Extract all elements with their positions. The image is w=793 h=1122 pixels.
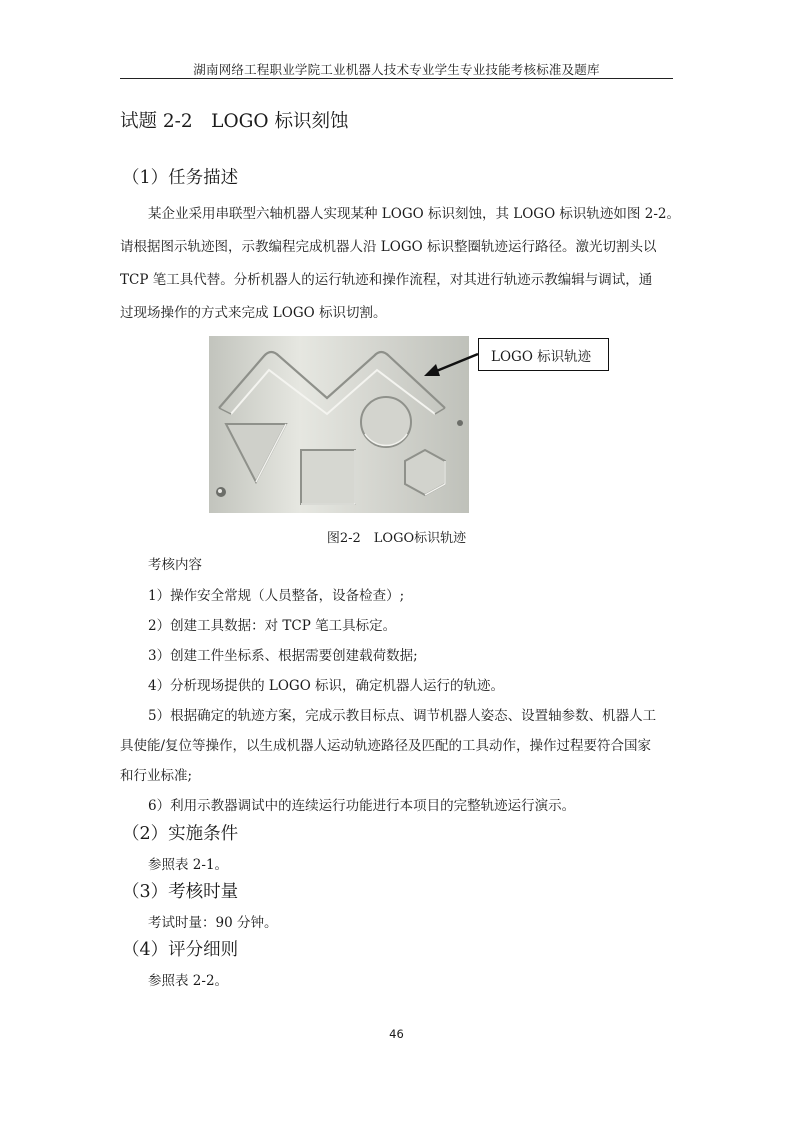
section-title: 试题 2-2 LOGO 标识刻蚀 [120,111,349,132]
task-line-1: 某企业采用串联型六轴机器人实现某种 LOGO 标识刻蚀，其 LOGO 标识轨迹如图 2-2。 [148,206,680,222]
assessment-item-5-line-3: 和行业标准; [120,768,193,784]
callout-arrow [420,350,482,380]
header-rule [120,78,673,79]
screw-icon [457,420,463,426]
task-line-2: 请根据图示轨迹图，示教编程完成机器人沿 LOGO 标识整圈轨迹运行路径。激光切割头以 [120,239,657,255]
assessment-title: 考核内容 [148,557,202,573]
hexagon-groove [405,450,445,495]
assessment-item-4: 4）分析现场提供的 LOGO 标识，确定机器人运行的轨迹。 [148,678,505,694]
figure-caption: 图2-2 LOGO标识轨迹 [326,531,467,546]
callout-label: LOGO 标识轨迹 [491,349,592,365]
scoring-heading: （4）评分细则 [122,940,239,960]
task-line-3: TCP 笔工具代替。分析机器人的运行轨迹和操作流程，对其进行轨迹示教编辑与调试，通 [120,272,653,288]
conditions-heading: （2）实施条件 [122,824,239,844]
assessment-item-3: 3）创建工件坐标系、根据需要创建载荷数据; [148,648,418,664]
scoring-text: 参照表 2-2。 [148,973,229,989]
assessment-item-5-line-2: 具使能/复位等操作，以生成机器人运动轨迹路径及匹配的工具动作，操作过程要符合国家 [120,738,652,754]
duration-heading: （3）考核时量 [122,882,239,902]
assessment-item-1: 1）操作安全常规（人员整备，设备检查）; [148,588,405,604]
callout-box [478,338,609,371]
duration-text: 考试时量：90 分钟。 [148,915,278,931]
circle-groove [361,397,411,447]
conditions-text: 参照表 2-1。 [148,857,229,873]
page-header: 湖南网络工程职业学院工业机器人技术专业学生专业技能考核标准及题库 [193,62,600,77]
assessment-item-6: 6）利用示教器调试中的连续运行功能进行本项目的完整轨迹运行演示。 [148,798,576,814]
page-number: 46 [389,1027,404,1041]
square-groove [301,450,355,504]
assessment-item-5-line-1: 5）根据确定的轨迹方案，完成示教目标点、调节机器人姿态、设置轴参数、机器人工 [148,708,657,724]
task-heading: （1）任务描述 [122,168,239,188]
task-line-4: 过现场操作的方式来完成 LOGO 标识切割。 [120,305,387,321]
assessment-item-2: 2）创建工具数据：对 TCP 笔工具标定。 [148,618,397,634]
